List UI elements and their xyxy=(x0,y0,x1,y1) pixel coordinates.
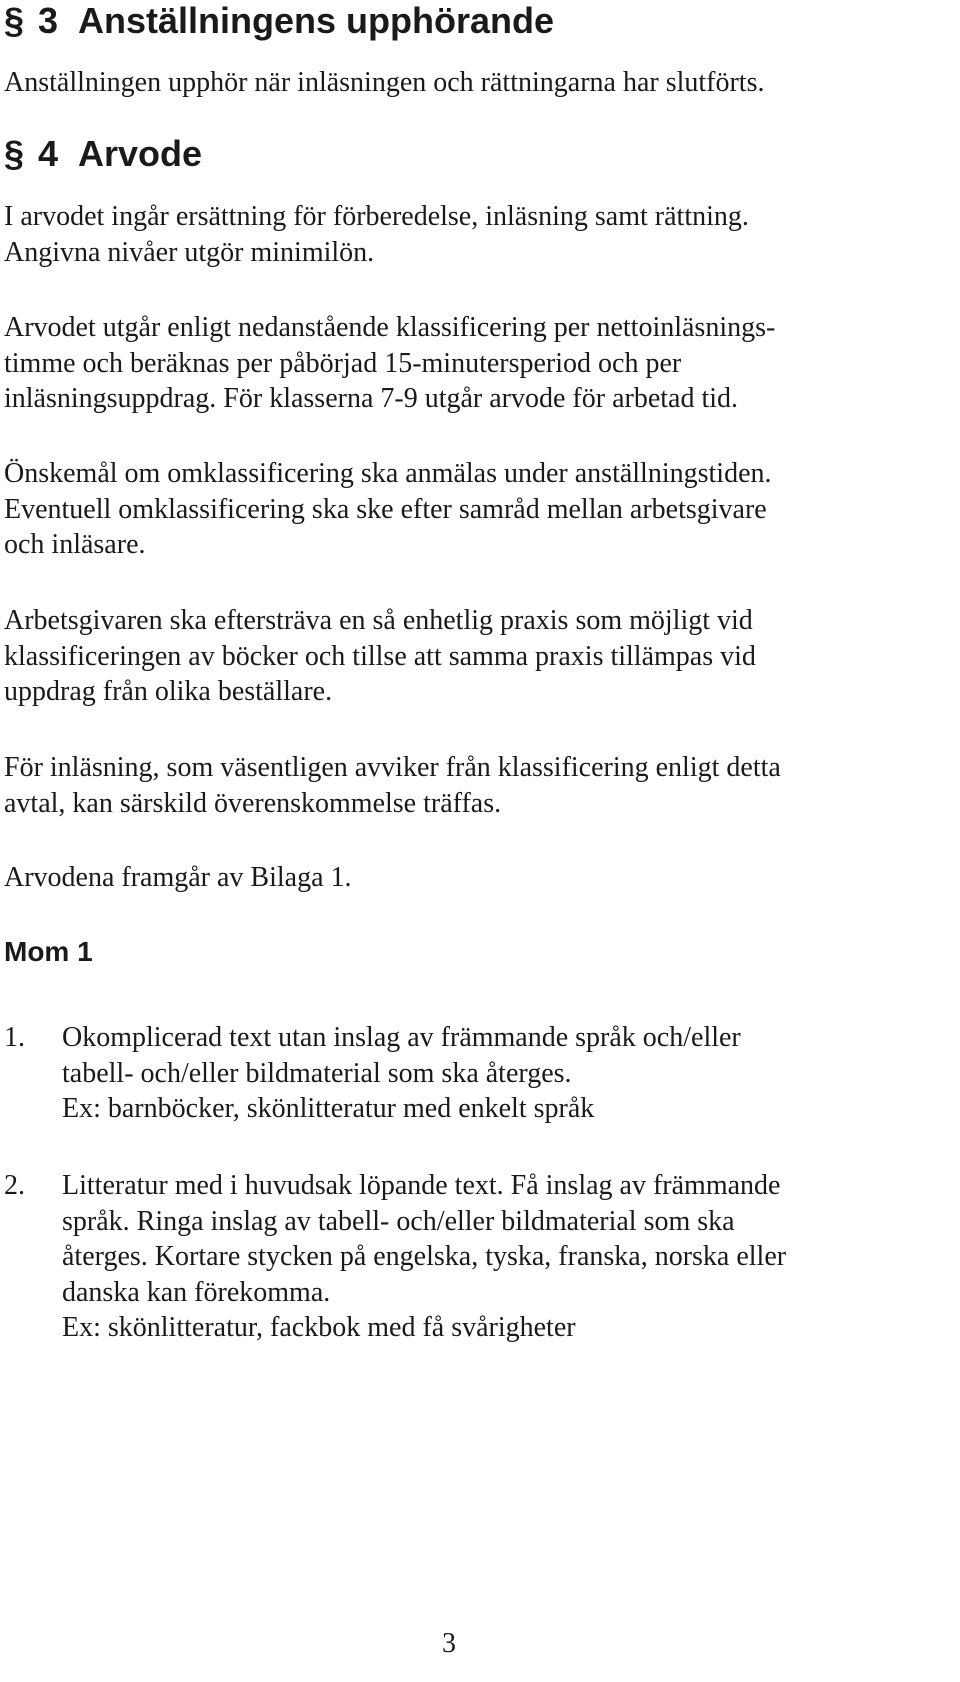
section-symbol: § xyxy=(4,133,25,174)
paragraph-line: För inläsning, som väsentligen avviker från klassificering enligt detta xyxy=(4,752,781,783)
paragraph-line: Arbetsgivaren ska eftersträva en så enhetlig praxis som möjligt vid xyxy=(4,605,753,636)
paragraph-line: Angivna nivåer utgör minimilön. xyxy=(4,236,375,268)
list-item-line: danska kan förekomma. xyxy=(62,1276,331,1308)
paragraph-line: I arvodet ingår ersättning för förberedelse, inläsning samt rättning. xyxy=(4,201,749,232)
list-marker: 1. xyxy=(4,1022,25,1053)
section-4-paragraph-4 xyxy=(4,603,954,710)
paragraph-line: klassificeringen av böcker och tillse att samma praxis tillämpas vid xyxy=(4,640,756,672)
list-item-line: språk. Ringa inslag av tabell- och/eller bildmaterial som ska xyxy=(62,1205,735,1237)
list-item-body xyxy=(62,1020,954,1127)
list-item-line: tabell- och/eller bildmaterial som ska återges. xyxy=(62,1057,572,1089)
section-number: 4 xyxy=(38,133,59,174)
paragraph-line: Eventuell omklassificering ska ske efter samråd mellan arbetsgivare xyxy=(4,493,767,525)
list-item-line: återges. Kortare stycken på engelska, tyska, franska, norska eller xyxy=(62,1241,787,1272)
paragraph-line: Anställningen upphör när inläsningen och rättningarna har slutförts. xyxy=(4,67,765,98)
section-symbol: § xyxy=(4,0,25,41)
list-item-line: Ex: skönlitteratur, fackbok med få svårigheter xyxy=(62,1312,576,1343)
list-marker: 2. xyxy=(4,1170,25,1201)
section-3-paragraph-1 xyxy=(4,65,954,101)
paragraph-line: uppdrag från olika beställare. xyxy=(4,676,333,707)
section-4-paragraph-3 xyxy=(4,456,954,563)
section-4-paragraph-1 xyxy=(4,199,954,270)
section-title: Arvode xyxy=(78,133,203,174)
list-item-line: Ex: barnböcker, skönlitteratur med enkelt språk xyxy=(62,1093,595,1124)
paragraph-line: Arvodet utgår enligt nedanstående klassificering per nettoinläsnings- xyxy=(4,312,776,343)
paragraph-line: Önskemål om omklassificering ska anmälas under anställningstiden. xyxy=(4,458,772,489)
list-item-line: Okomplicerad text utan inslag av främmande språk och/eller xyxy=(62,1022,741,1053)
list-item-line: Litteratur med i huvudsak löpande text. Få inslag av främmande xyxy=(62,1170,781,1201)
section-3-heading xyxy=(4,1,554,41)
section-title: Anställningens upphörande xyxy=(78,0,555,41)
section-4-paragraph-6 xyxy=(4,860,954,896)
paragraph-line: timme och beräknas per påbörjad 15-minutersperiod och per xyxy=(4,347,682,379)
paragraph-line: avtal, kan särskild överenskommelse träffas. xyxy=(4,787,502,819)
list-item-body xyxy=(62,1168,954,1346)
page-number: 3 xyxy=(442,1628,456,1659)
paragraph-line: Arvodena framgår av Bilaga 1. xyxy=(4,862,352,893)
section-4-heading xyxy=(4,134,202,174)
section-4-paragraph-5 xyxy=(4,750,954,821)
paragraph-line: inläsningsuppdrag. För klasserna 7-9 utgår arvode för arbetad tid. xyxy=(4,383,739,414)
mom-1-heading: Mom 1 xyxy=(4,936,93,967)
section-number: 3 xyxy=(38,0,59,41)
paragraph-line: och inläsare. xyxy=(4,529,146,560)
section-4-paragraph-2 xyxy=(4,310,954,417)
